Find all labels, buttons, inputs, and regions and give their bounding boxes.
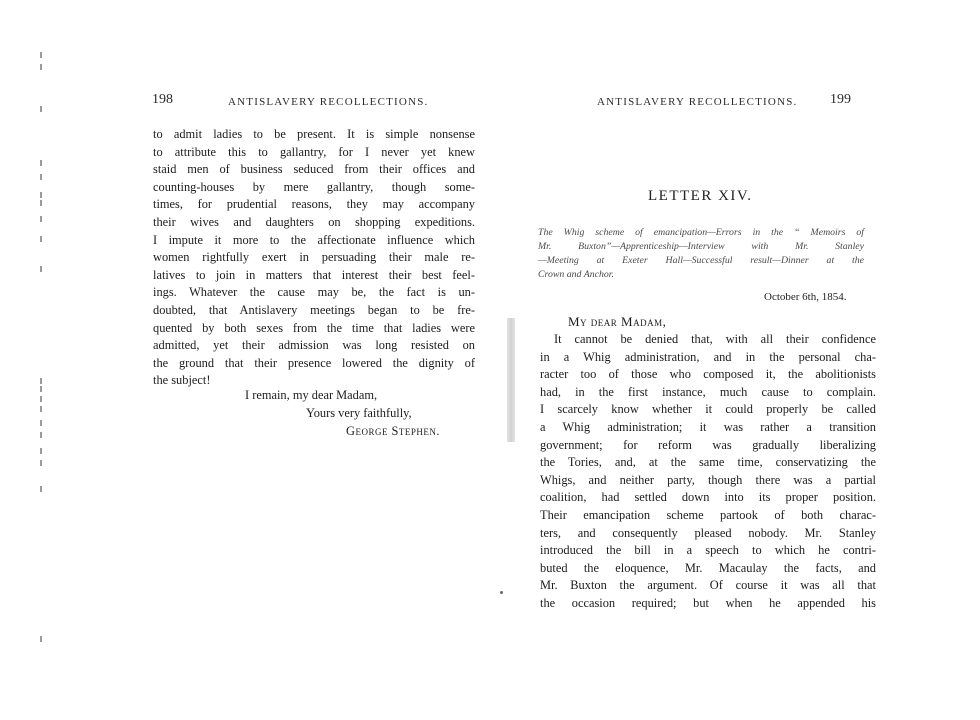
text-line: ings. Whatever the cause may be, the fact is un- (153, 285, 475, 300)
text-line: women rightfully exert in persuading their male re- (153, 250, 475, 265)
text-line: to attribute this to gallantry, for I never yet knew (153, 144, 475, 159)
valediction: Yours very faithfully, (306, 406, 412, 420)
page-number-right: 199 (830, 92, 851, 107)
text-line: times, for prudential reasons, they may accompany (153, 197, 475, 212)
synopsis-line: Crown and Anchor. (538, 269, 614, 280)
synopsis-line: —Meeting at Exeter Hall—Successful result—Dinner at the (538, 255, 864, 266)
text-line: It cannot be denied that, with all their confidence (554, 332, 876, 346)
salutation: My dear Madam, (568, 314, 667, 329)
text-line: racter too of those who composed it, the abolitionists (540, 367, 876, 382)
text-line: to admit ladies to be present. It is simple nonsense (153, 127, 475, 141)
text-line: their wives and daughters on shopping expeditions. (153, 214, 475, 229)
text-line: staid men of business seduced from their offices and (153, 162, 475, 177)
text-line: the ground that their presence lowered the dignity of (153, 355, 475, 370)
text-line: I impute it more to the affectionate influence which (153, 232, 475, 247)
text-line: the occasion required; but when he appended his (540, 595, 876, 610)
text-line: buted the eloquence, Mr. Macaulay the facts, and (540, 560, 876, 575)
letter-synopsis (538, 226, 864, 282)
text-line: introduced the bill in a speech to which he contri- (540, 543, 876, 558)
letter-date: October 6th, 1854. (764, 291, 847, 303)
text-line: quented by both sexes from the time that ladies were (153, 320, 475, 335)
text-line: Their emancipation scheme partook of both charac- (540, 507, 876, 522)
text-line: counting-houses by mere gallantry, though some- (153, 179, 475, 194)
text-line: ters, and consequently pleased nobody. Mr. Stanley (540, 525, 876, 540)
text-line: Mr. Buxton the argument. Of course it was all that (540, 578, 876, 593)
text-line: admitted, yet their admission was long resisted on (153, 338, 475, 353)
text-line: I scarcely know whether it could properly be called (540, 402, 876, 417)
text-line: doubted, that Antislavery meetings began to be fre- (153, 302, 475, 317)
synopsis-line: The Whig scheme of emancipation—Errors in the “ Memoirs of (538, 227, 864, 238)
text-line: the subject! (153, 373, 211, 388)
text-line: in a Whig administration, and in the personal cha- (540, 349, 876, 364)
text-line: the Tories, and, at the same time, conservatizing the (540, 455, 876, 470)
text-line: latives to join in matters that interest their best feel- (153, 267, 475, 282)
left-body-text (153, 126, 475, 390)
closing-line: I remain, my dear Madam, (245, 388, 378, 402)
running-head-right: ANTISLAVERY RECOLLECTIONS. (597, 96, 798, 108)
synopsis-line: Mr. Buxton”—Apprenticeship—Interview with Mr. Stanley (538, 241, 864, 252)
signature: George Stephen. (346, 424, 441, 438)
right-body-text (540, 331, 876, 613)
text-line: had, in the first instance, much cause to complain. (540, 384, 876, 399)
text-line: a Whig administration; it was rather a transition (540, 419, 876, 434)
letter-title: LETTER XIV. (648, 188, 753, 204)
running-head-left: ANTISLAVERY RECOLLECTIONS. (228, 96, 429, 108)
text-line: Whigs, and neither party, though there was a partial (540, 472, 876, 487)
text-line: government; for reform was gradually liberalizing (540, 437, 876, 452)
text-line: coalition, had settled down into its proper position. (540, 490, 876, 505)
page-number-left: 198 (152, 92, 173, 107)
